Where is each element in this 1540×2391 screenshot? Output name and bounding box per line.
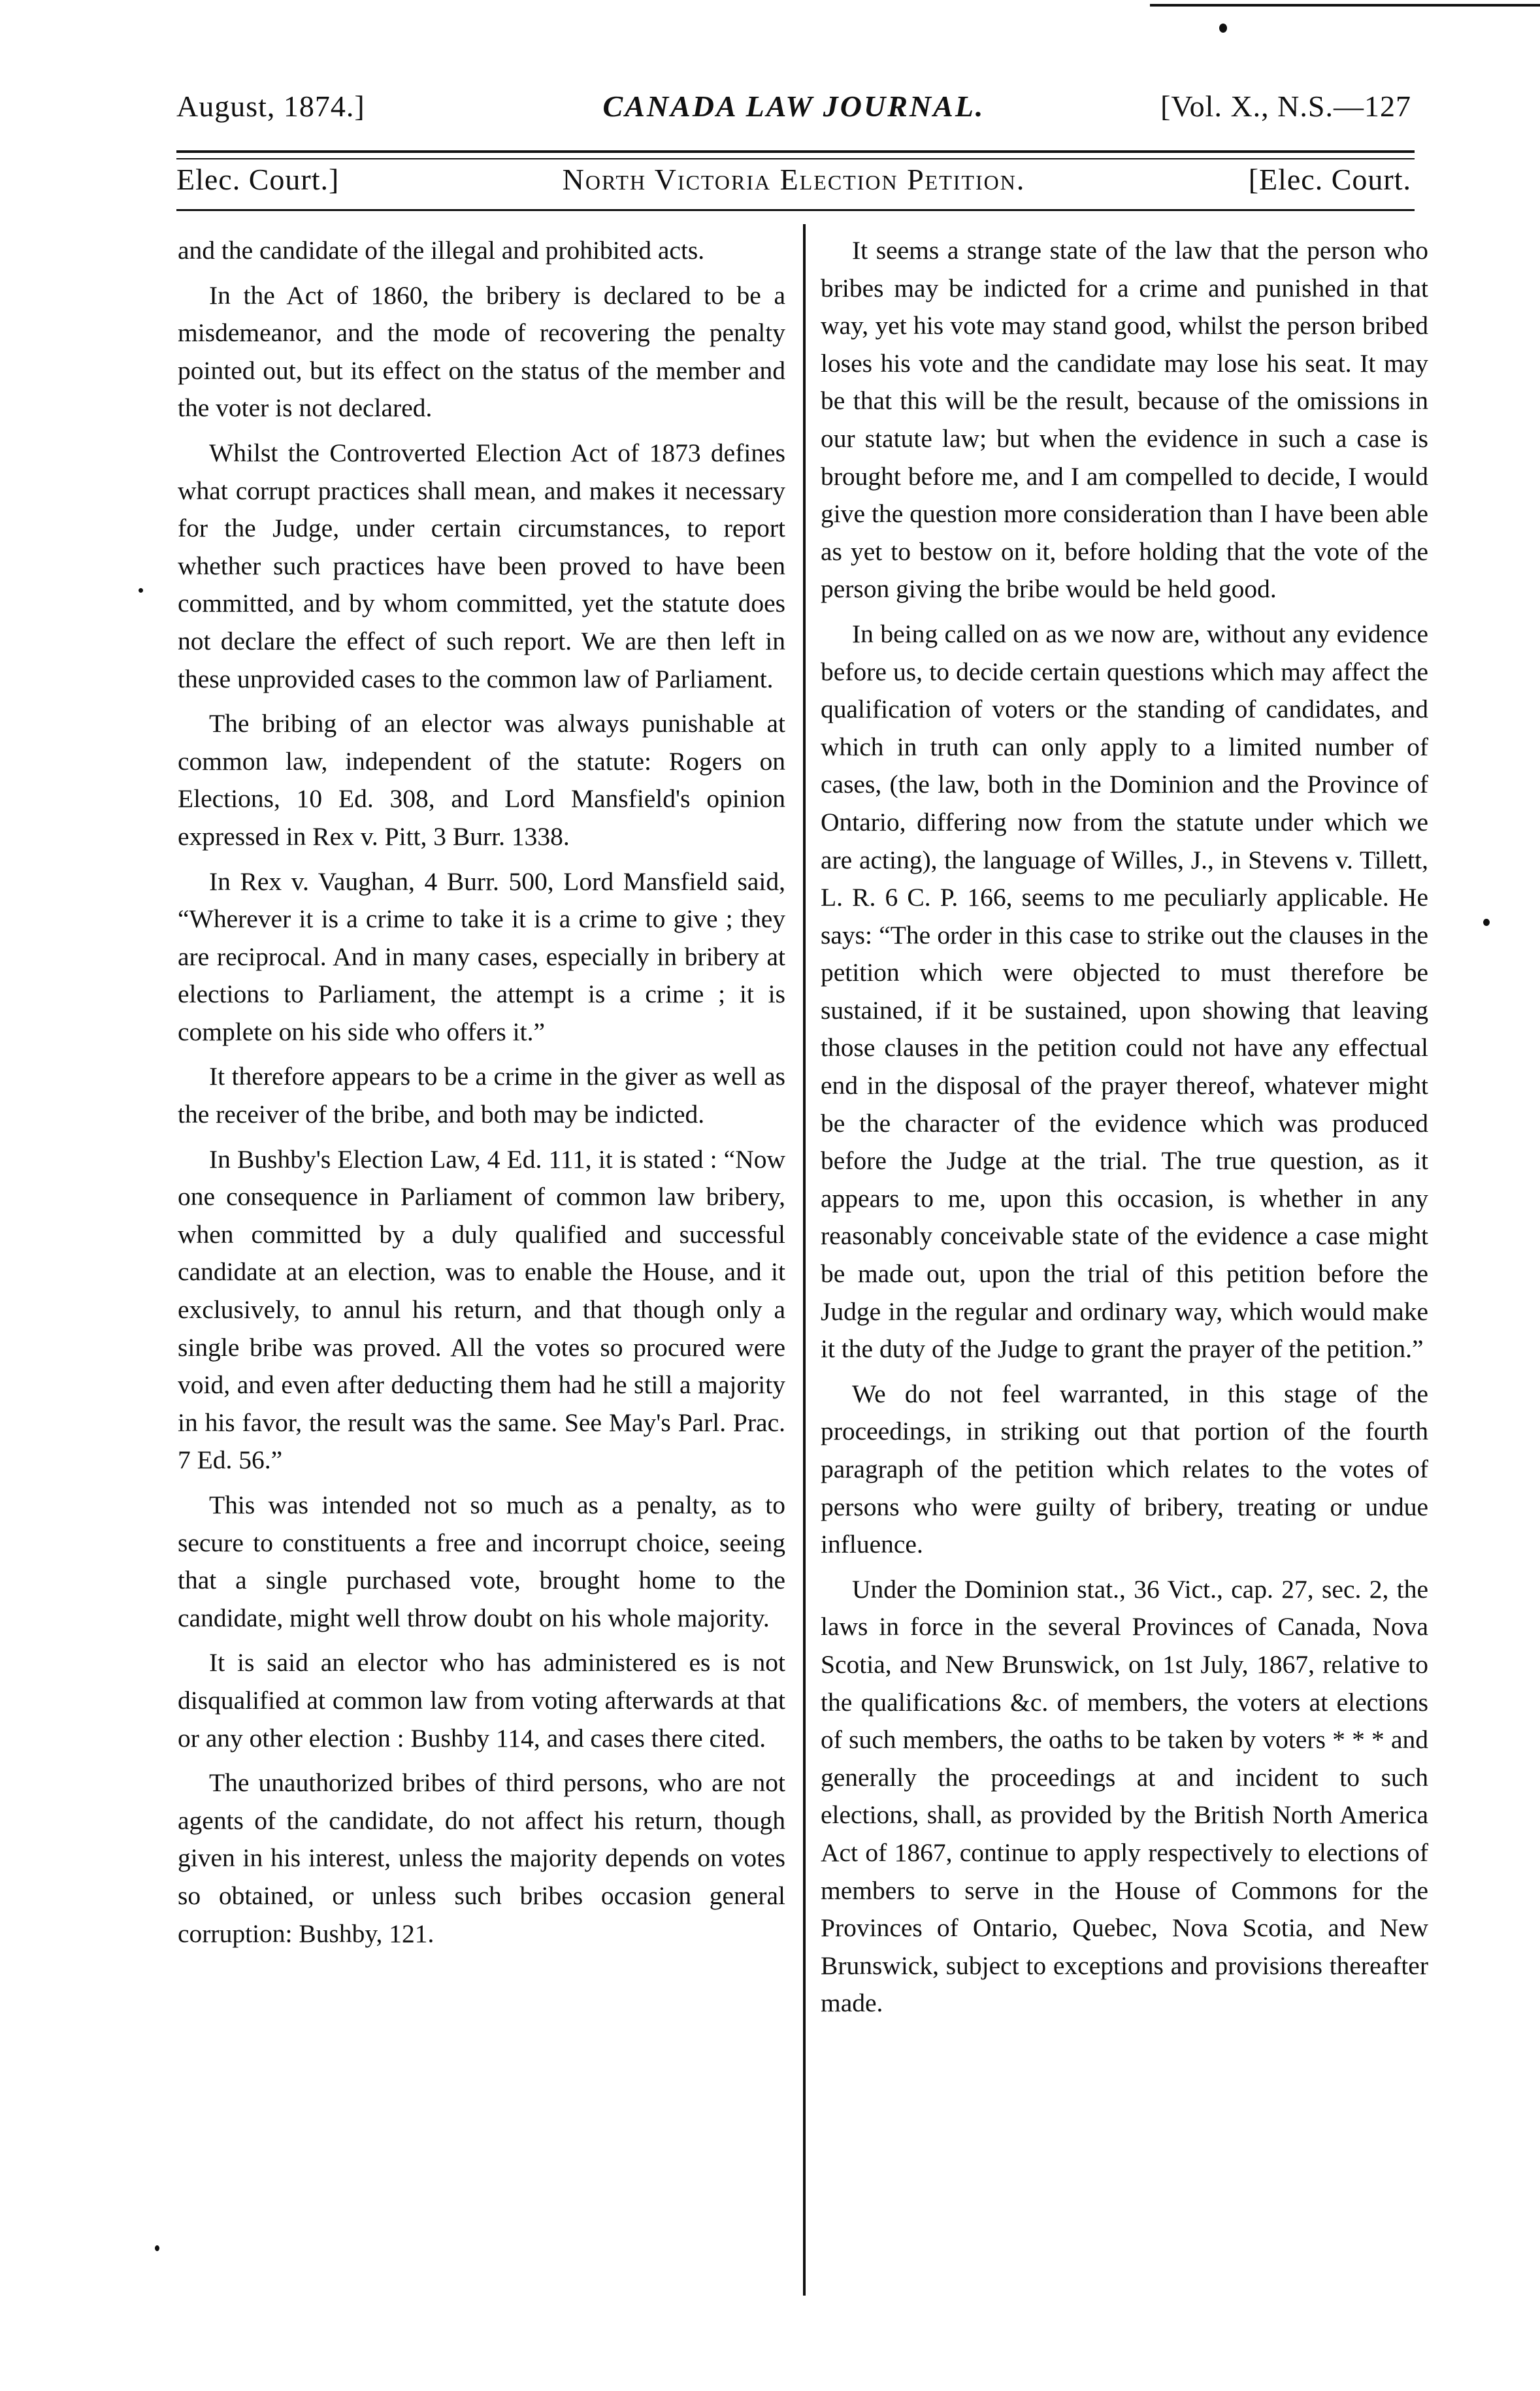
case-title: North Victoria Election Petition.	[562, 163, 1026, 196]
volume-page: [Vol. X., N.S.—127	[1160, 90, 1411, 123]
paragraph: It is said an elector who has administered es is not disqualified at common law from voting afterwards at that or any other election : Bushby 114, and cases there cited.	[178, 1648, 785, 1753]
header-rule-thick	[176, 150, 1415, 153]
paragraph: It therefore appears to be a crime in the giver as well as the receiver of the bribe, and both may be indicted.	[178, 1062, 785, 1129]
ink-speck	[139, 588, 143, 593]
ink-speck	[1483, 919, 1490, 926]
paragraph: It seems a strange state of the law that the person who bribes may be indicted for a crime and punished in that way, yet his vote may stand good, whilst the person bribed loses his vote and the candidate may lose his seat. It may be that this will be the result, because of the omissions in our statute law; but when the evidence in such a case is brought before me, and I am compelled to decide, I would give the question more consideration than I have been able as yet to bestow on it, before holding that the vote of the person giving the bribe would be held good.	[821, 236, 1428, 604]
paragraph: and the candidate of the illegal and prohibited acts.	[178, 236, 705, 265]
top-edge-rule	[1150, 4, 1540, 7]
left-column	[178, 232, 785, 1960]
paragraph: The bribing of an elector was always punishable at common law, independent of the statute: Rogers on Elections, 10 Ed. 308, and Lord Mansfield's opinion expressed in Rex v. Pitt, 3 Burr. 1338.	[178, 709, 785, 851]
subheader-rule	[176, 209, 1415, 211]
paragraph: In being called on as we now are, without any evidence before us, to decide certain questions which may affect the qualification of voters or the standing of candidates, and which in truth can only apply to a limited number of cases, (the law, both in the Dominion and the Province of Ontario, differing now from the statute under which we are acting), the language of Willes, J., in Stevens v. Tillett, L. R. 6 C. P. 166, seems to me peculiarly applicable. He says: “The order in this case to strike out the clauses in the petition which were objected to must therefore be sustained, if it be sustained, upon showing that leaving those clauses in the petition could not have any effectual end in the disposal of the prayer thereof, whatever might be the character of the evidence which was produced before the Judge at the trial. The true question, as it appears to me, upon this occasion, is whether in any reasonably conceivable state of the evidence a case might be made out, upon the trial of this petition before the Judge in the regular and ordinary way, which would make it the duty of the Judge to grant the prayer of the petition.”	[821, 619, 1428, 1364]
ink-speck	[1219, 24, 1227, 33]
journal-title: CANADA LAW JOURNAL.	[602, 90, 985, 123]
paragraph: Whilst the Controverted Election Act of 1873 defines what corrupt practices shall mean, and makes it necessary for the Judge, under certain circumstances, to report whether such practices have been proved to have been committed, and by whom committed, yet the statute does not declare the effect of such report. We are then left in these unprovided cases to the common law of Parliament.	[178, 438, 785, 693]
column-divider	[803, 224, 806, 2296]
court-right: [Elec. Court.	[1248, 163, 1411, 196]
paragraph: This was intended not so much as a penalty, as to secure to constituents a free and incorrupt choice, seeing that a single purchased vote, brought home to the candidate, might well throw doubt on his whole majority.	[178, 1491, 785, 1632]
case-header	[176, 157, 1411, 203]
running-head	[176, 84, 1411, 129]
paragraph: In Rex v. Vaughan, 4 Burr. 500, Lord Mansfield said, “Wherever it is a crime to take it is a crime to give ; they are reciprocal. And in many cases, especially in bribery at elections to Parliament, the attempt is a crime ; it is complete on his side who offers it.”	[178, 866, 785, 1046]
issue-date: August, 1874.]	[176, 90, 365, 123]
paragraph: In Bushby's Election Law, 4 Ed. 111, it is stated : “Now one consequence in Parliament of common law bribery, when committed by a duly qualified and successful candidate at an election, was to enable the House, and it exclusively, to annul his return, and that though only a single bribe was proved. All the votes so procured were void, and even after deducting them had he still a majority in his favor, the result was the same. See May's Parl. Prac. 7 Ed. 56.”	[178, 1144, 785, 1475]
court-left: Elec. Court.]	[176, 163, 340, 196]
paragraph: The unauthorized bribes of third persons, who are not agents of the candidate, do not affect his return, though given in his interest, unless the majority depends on votes so obtained, or unless such bribes occasion general corruption: Bushby, 121.	[178, 1768, 785, 1948]
ink-speck	[155, 2245, 159, 2251]
paragraph: Under the Dominion stat., 36 Vict., cap. 27, sec. 2, the laws in force in the several Provinces of Canada, Nova Scotia, and New Brunswick, on 1st July, 1867, relative to the qualifications &c. of members, the voters at elections of such members, the oaths to be taken by voters * * * and generally the proceedings at and incident to such elections, shall, as provided by the British North America Act of 1867, continue to apply respectively to elections of members to serve in the House of Commons for the Provinces of Ontario, Quebec, Nova Scotia, and New Brunswick, subject to exceptions and provisions thereafter made.	[821, 1574, 1428, 2018]
paragraph: In the Act of 1860, the bribery is declared to be a misdemeanor, and the mode of recovering the penalty pointed out, but its effect on the status of the member and the voter is not declared.	[178, 280, 785, 423]
paragraph: We do not feel warranted, in this stage of the proceedings, in striking out that portion of the fourth paragraph of the petition which relates to the votes of persons who were guilty of bribery, treating or undue influence.	[821, 1379, 1428, 1559]
right-column	[821, 232, 1428, 2030]
